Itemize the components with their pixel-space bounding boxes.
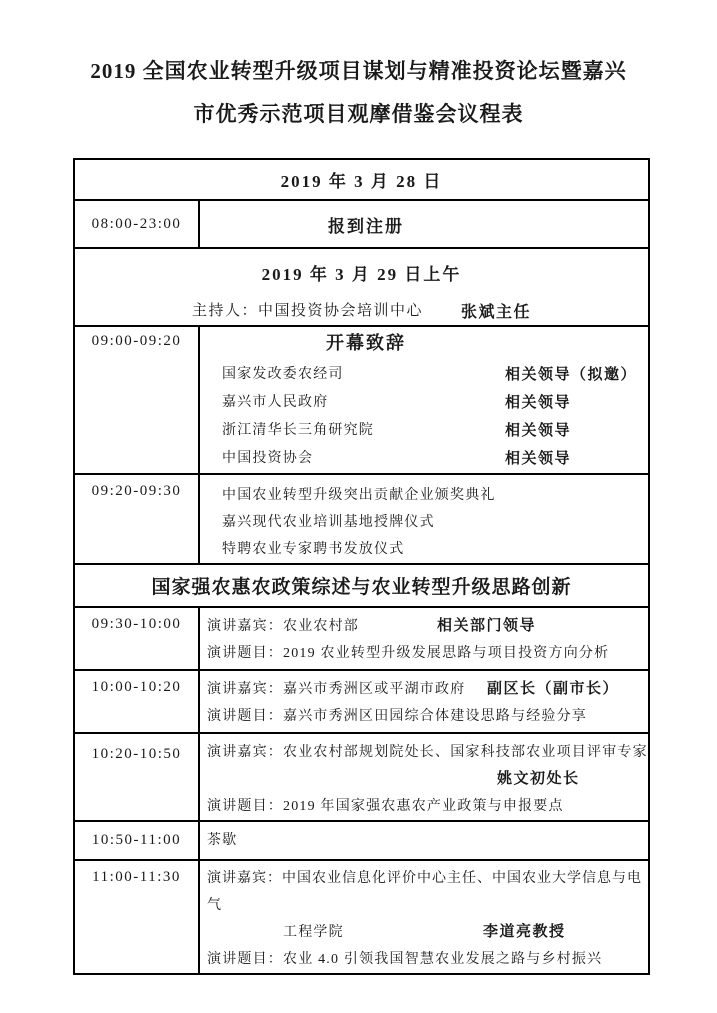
ceremony-item: 嘉兴现代农业培训基地授牌仪式 — [222, 515, 435, 530]
session-guest: 演讲嘉宾：嘉兴市秀洲区或平湖市政府 — [207, 682, 466, 697]
tea-break-activity: 茶歇 — [207, 833, 238, 848]
guest-org: 中国投资协会 — [222, 451, 314, 466]
session-guest-cont: 工程学院 — [283, 925, 344, 940]
row-session-4 — [75, 859, 648, 973]
guest-title: 相关领导（拟邀） — [505, 367, 638, 383]
page-title-line1: 2019 全国农业转型升级项目谋划与精准投资论坛暨嘉兴 — [90, 59, 627, 83]
session-topic-line: 演讲题目：嘉兴市秀洲区田园综合体建设思路与经验分享 — [207, 709, 587, 724]
row-session-3 — [75, 732, 648, 820]
opening-guest-row — [200, 417, 648, 445]
guest-org: 浙江清华长三角研究院 — [222, 423, 374, 438]
session-content-cell — [200, 861, 648, 973]
session-content-cell — [200, 734, 648, 820]
guest-title: 相关领导 — [505, 423, 572, 439]
session-topic-line: 演讲题目：2019 农业转型升级发展思路与项目投资方向分析 — [207, 646, 610, 661]
row-day2-header — [75, 247, 648, 325]
ceremony-item: 特聘农业专家聘书发放仪式 — [222, 542, 405, 557]
tea-break-cell — [200, 822, 648, 859]
opening-guest-row — [200, 361, 648, 389]
session-content-cell — [200, 608, 648, 669]
row-opening — [75, 325, 648, 473]
registration-time: 08:00-23:00 — [75, 201, 200, 247]
ceremony-item: 中国农业转型升级突出贡献企业颁奖典礼 — [222, 488, 496, 503]
row-section-header — [75, 563, 648, 606]
session-guest-name: 相关部门领导 — [437, 618, 537, 634]
session-guest-name: 姚文初处长 — [497, 771, 580, 787]
ceremonies-content-cell — [200, 475, 648, 563]
host-name: 张斌主任 — [461, 304, 532, 321]
opening-guest-row — [200, 389, 648, 417]
session-guest-line — [200, 613, 648, 640]
session-guest-cont-line — [200, 919, 648, 946]
session-guest-name: 副区长（副市长） — [487, 681, 620, 697]
opening-heading: 开幕致辞 — [326, 333, 406, 353]
row-tea-break — [75, 820, 648, 859]
session-topic-line: 演讲题目：农业 4.0 引领我国智慧农业发展之路与乡村振兴 — [207, 952, 603, 967]
host-line — [75, 299, 648, 322]
section-header-text: 国家强农惠农政策综述与农业转型升级思路创新 — [151, 577, 572, 598]
opening-guest-row — [200, 445, 648, 473]
day2-header-cell — [75, 249, 648, 325]
session-guest-line — [200, 676, 648, 703]
row-session-2 — [75, 669, 648, 732]
guest-org: 嘉兴市人民政府 — [222, 395, 329, 410]
session-time: 11:00-11:30 — [75, 861, 200, 973]
row-registration — [75, 199, 648, 247]
session-guest-name: 李道亮教授 — [483, 924, 566, 940]
session-time: 10:20-10:50 — [75, 734, 200, 820]
session-guest-line: 演讲嘉宾：中国农业信息化评价中心主任、中国农业大学信息与电气 — [207, 871, 642, 913]
session-guest-line: 演讲嘉宾：农业农村部规划院处长、国家科技部农业项目评审专家 — [207, 745, 648, 760]
session-topic-line: 演讲题目：2019 年国家强农惠农产业政策与申报要点 — [207, 799, 564, 814]
day2-header-text: 2019 年 3 月 29 日上午 — [261, 265, 462, 284]
guest-title: 相关领导 — [505, 395, 572, 411]
session-time: 10:00-10:20 — [75, 671, 200, 732]
ceremonies-time: 09:20-09:30 — [75, 475, 200, 563]
session-content-cell — [200, 671, 648, 732]
day1-header-text: 2019 年 3 月 28 日 — [280, 172, 443, 191]
guest-org: 国家发改委农经司 — [222, 367, 344, 382]
tea-break-time: 10:50-11:00 — [75, 822, 200, 859]
row-day1-header — [75, 160, 648, 199]
session-guest: 演讲嘉宾：农业农村部 — [207, 619, 359, 634]
agenda-table — [73, 158, 650, 975]
session-time: 09:30-10:00 — [75, 608, 200, 669]
row-session-1 — [75, 606, 648, 669]
opening-content-cell — [200, 327, 648, 473]
registration-activity: 报到注册 — [328, 216, 404, 236]
registration-activity-cell — [200, 201, 648, 247]
opening-guest-list — [200, 361, 648, 473]
guest-title: 相关领导 — [505, 451, 572, 467]
page-title — [0, 50, 717, 136]
row-ceremonies — [75, 473, 648, 563]
opening-time: 09:00-09:20 — [75, 327, 200, 473]
page-title-line2: 市优秀示范项目观摩借鉴会议程表 — [193, 102, 524, 126]
host-label: 主持人：中国投资协会培训中心 — [191, 303, 423, 319]
